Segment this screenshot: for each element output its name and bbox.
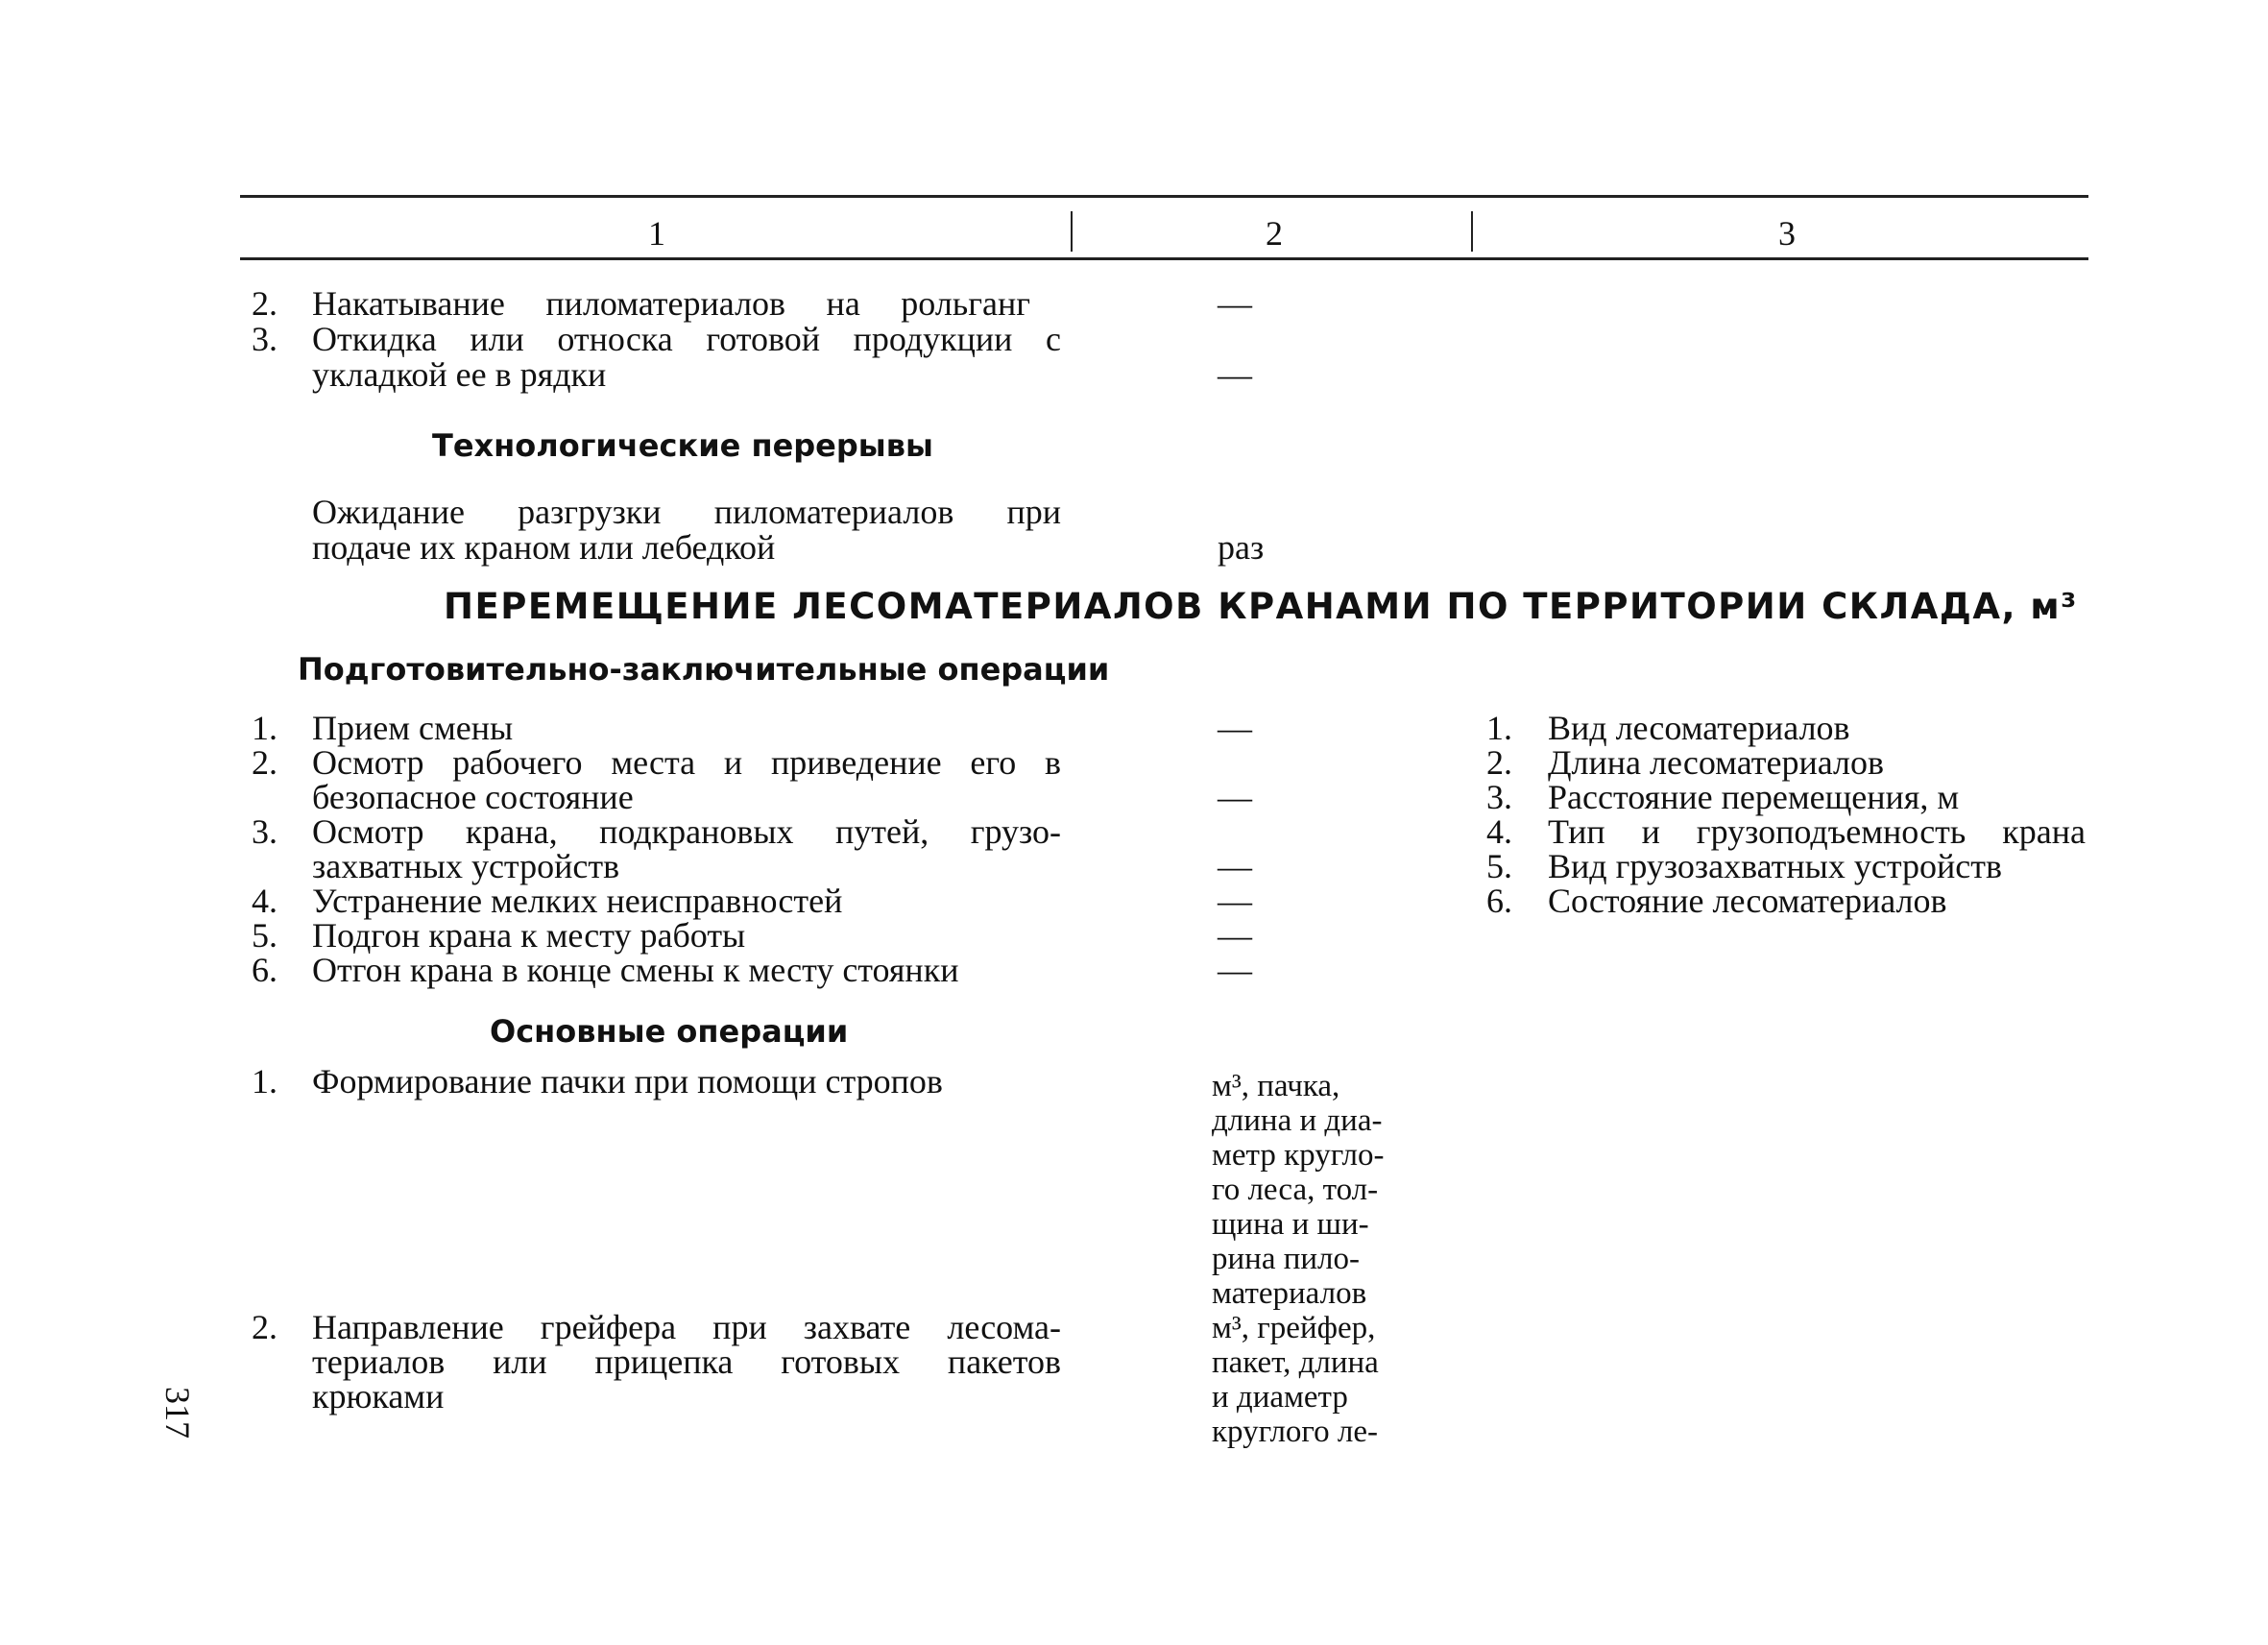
main-row-1-unit-3: метр кругло- bbox=[1212, 1138, 1385, 1173]
top-row-3-num: 3. bbox=[252, 320, 277, 358]
main-row-2-num: 2. bbox=[252, 1308, 277, 1346]
prep-row-1-num: 1. bbox=[252, 709, 277, 747]
main-row-2-unit-2: пакет, длина bbox=[1212, 1345, 1379, 1380]
prep-row-2-unit: — bbox=[1218, 778, 1252, 816]
factor-5-text: Вид грузозахватных устройств bbox=[1548, 847, 2002, 885]
prep-row-5-unit: — bbox=[1218, 916, 1252, 955]
header-top-rule bbox=[240, 195, 2088, 198]
prep-row-2-num: 2. bbox=[252, 743, 277, 782]
main-row-2-unit-3: и диаметр bbox=[1212, 1380, 1348, 1415]
tech-breaks-line-2: подаче их краном или лебедкой bbox=[312, 528, 776, 567]
main-row-1-num: 1. bbox=[252, 1062, 277, 1101]
tech-breaks-heading: Технологические перерывы bbox=[432, 427, 933, 464]
factor-3-text: Расстояние перемещения, м bbox=[1548, 778, 1960, 816]
prep-row-4-unit: — bbox=[1218, 882, 1252, 920]
factor-4-text: Тип и грузоподъемность крана bbox=[1548, 812, 2086, 851]
main-row-2-unit-4: круглого ле- bbox=[1212, 1415, 1378, 1449]
factor-2-num: 2. bbox=[1486, 743, 1512, 782]
prep-row-1-line-1: Прием смены bbox=[312, 709, 514, 747]
main-row-1-unit-1: м³, пачка, bbox=[1212, 1069, 1340, 1103]
main-row-2-line-1: Направление грейфера при захвате лесома- bbox=[312, 1308, 1061, 1346]
factor-4-num: 4. bbox=[1486, 812, 1512, 851]
top-row-3-line-2: укладкой ее в рядки bbox=[312, 355, 607, 394]
prep-row-4-num: 4. bbox=[252, 882, 277, 920]
prep-row-2-line-1: Осмотр рабочего места и приведение его в bbox=[312, 743, 1061, 782]
header-divider-1 bbox=[1071, 211, 1073, 252]
prep-row-3-line-2: захватных устройств bbox=[312, 847, 620, 885]
factor-5-num: 5. bbox=[1486, 847, 1512, 885]
prep-row-3-line-1: Осмотр крана, подкрановых путей, грузо- bbox=[312, 812, 1061, 851]
main-heading: Основные операции bbox=[490, 1013, 849, 1050]
prep-row-5-num: 5. bbox=[252, 916, 277, 955]
factor-3-num: 3. bbox=[1486, 778, 1512, 816]
header-col-3: 3 bbox=[1778, 214, 1796, 253]
prep-row-6-unit: — bbox=[1218, 951, 1252, 989]
main-row-1-unit-5: щина и ши- bbox=[1212, 1207, 1369, 1242]
factor-2-text: Длина лесоматериалов bbox=[1548, 743, 1884, 782]
header-col-1: 1 bbox=[648, 214, 665, 253]
main-row-1-unit-2: длина и диа- bbox=[1212, 1103, 1383, 1138]
prep-heading: Подготовительно-заключительные операции bbox=[298, 651, 1110, 688]
prep-row-4-line-1: Устранение мелких неисправностей bbox=[312, 882, 843, 920]
main-row-2-unit-1: м³, грейфер, bbox=[1212, 1311, 1376, 1345]
top-row-2-line-1: Накатывание пиломатериалов на рольганг bbox=[312, 284, 1030, 323]
section-title: ПЕРЕМЕЩЕНИЕ ЛЕСОМАТЕРИАЛОВ КРАНАМИ ПО ТЕРРИТОРИИ СКЛАДА, м³ bbox=[444, 586, 2078, 627]
prep-row-2-line-2: безопасное состояние bbox=[312, 778, 634, 816]
prep-row-3-num: 3. bbox=[252, 812, 277, 851]
main-row-2-line-3: крюками bbox=[312, 1377, 445, 1415]
header-divider-2 bbox=[1471, 211, 1473, 252]
tech-breaks-line-1: Ожидание разгрузки пиломатериалов при bbox=[312, 493, 1061, 531]
factor-1-text: Вид лесоматериалов bbox=[1548, 709, 1850, 747]
top-row-2-unit: — bbox=[1218, 284, 1252, 323]
main-row-1-line-1: Формирование пачки при помощи стропов bbox=[312, 1062, 943, 1101]
main-row-1-unit-7: материалов bbox=[1212, 1276, 1367, 1311]
page-number: 317 bbox=[158, 1387, 197, 1439]
main-row-2-line-2: териалов или прицепка готовых пакетов bbox=[312, 1343, 1061, 1381]
header-col-2: 2 bbox=[1266, 214, 1283, 253]
top-row-3-unit: — bbox=[1218, 355, 1252, 394]
factor-6-num: 6. bbox=[1486, 882, 1512, 920]
top-row-2-num: 2. bbox=[252, 284, 277, 323]
prep-row-3-unit: — bbox=[1218, 847, 1252, 885]
prep-row-5-line-1: Подгон крана к месту работы bbox=[312, 916, 746, 955]
prep-row-1-unit: — bbox=[1218, 709, 1252, 747]
prep-row-6-line-1: Отгон крана в конце смены к месту стоянки bbox=[312, 951, 959, 989]
top-row-3-line-1: Откидка или относка готовой продукции с bbox=[312, 320, 1061, 358]
factor-6-text: Состояние лесоматериалов bbox=[1548, 882, 1947, 920]
prep-row-6-num: 6. bbox=[252, 951, 277, 989]
main-row-1-unit-6: рина пило- bbox=[1212, 1242, 1360, 1276]
header-bottom-rule bbox=[240, 257, 2088, 260]
tech-breaks-unit: раз bbox=[1218, 528, 1265, 567]
factor-1-num: 1. bbox=[1486, 709, 1512, 747]
main-row-1-unit-4: го леса, тол- bbox=[1212, 1173, 1379, 1207]
